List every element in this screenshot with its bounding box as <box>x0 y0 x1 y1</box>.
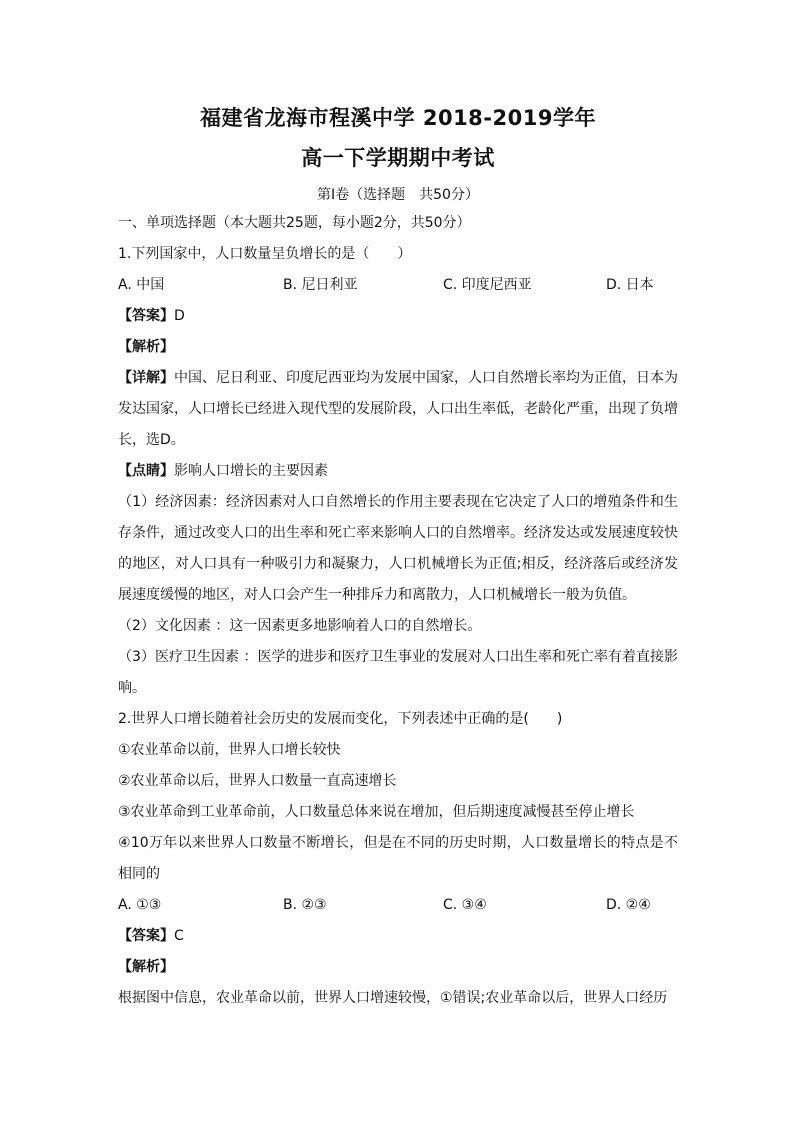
statement-4: ④10万年以来世界人口数量不断增长，但是在不同的历史时期，人口数量增长的特点是不相同的 <box>118 835 678 882</box>
answer-tag: 【答案】 <box>118 928 174 944</box>
answer-tag: 【答案】 <box>118 308 174 324</box>
question-1-note-heading <box>118 456 678 487</box>
option-b: B. 尼日利亚 <box>283 277 358 293</box>
analysis-tag: 【解析】 <box>118 339 174 355</box>
option-a: A. ①③ <box>118 897 162 913</box>
part-heading: 一、单项选择题（本大题共25题，每小题2分，共50分） <box>118 215 471 231</box>
answer-value: D <box>174 308 185 324</box>
question-2-options <box>118 890 678 921</box>
answer-value: C <box>174 928 184 944</box>
question-1-stem: 1.下列国家中，人口数量呈负增长的是（ ） <box>118 246 412 262</box>
question-2-stem: 2.世界人口增长随着社会历史的发展而变化，下列表述中正确的是( ) <box>118 711 563 727</box>
note-paragraph-3: （3）医疗卫生因素 ：医学的进步和医疗卫生事业的发展对人口出生率和死亡率有着直接影响。 <box>118 649 678 696</box>
page-subtitle: 高一下学期期中考试 <box>301 146 495 170</box>
option-c: C. ③④ <box>443 897 487 913</box>
statement-1: ①农业革命以前，世界人口增长较快 <box>118 742 341 758</box>
option-c: C. 印度尼西亚 <box>443 277 532 293</box>
analysis-tag: 【解析】 <box>118 959 174 975</box>
question-1-options <box>118 270 678 301</box>
question-1-answer <box>118 301 678 332</box>
note-paragraph-2: （2）文化因素 ：这一因素更多地影响着人口的自然增长。 <box>118 618 482 634</box>
note-paragraph-1: （1）经济因素：经济因素对人口自然增长的作用主要表现在它决定了人口的增殖条件和生存条件，通过改变人口的出生率和死亡率来影响人口的自然增率。经济发达或发展速度较快的地区，对人口具有一种吸引力和凝聚力，人口机械增长为正值;相反，经济落后或经济发展速度缓慢的地区，对人口会产生一种排斥力和离散力，人口机械增长一般为负值。 <box>118 494 678 603</box>
statement-3: ③农业革命到工业革命前，人口数量总体来说在增加，但后期速度减慢甚至停止增长 <box>118 804 635 820</box>
note-title: 影响人口增长的主要因素 <box>174 463 328 479</box>
detail-tag: 【详解】 <box>118 370 174 386</box>
option-d: D. 日本 <box>606 277 654 293</box>
detail-text: 中国、尼日利亚、印度尼西亚均为发展中国家，人口自然增长率均为正值，日本为发达国家，人口增长已经进入现代型的发展阶段，人口出生率低，老龄化严重，出现了负增长，选D。 <box>118 370 678 448</box>
question-1-analysis-tag <box>118 332 678 363</box>
question-2-answer <box>118 921 678 952</box>
section-header: 第Ⅰ卷（选择题 共50分） <box>317 187 479 203</box>
question-1-detail <box>118 363 678 456</box>
question-2-analysis: 根据图中信息，农业革命以前，世界人口增速较慢，①错误;农业革命以后，世界人口经历 <box>118 990 668 1006</box>
option-a: A. 中国 <box>118 277 165 293</box>
exam-page <box>118 98 678 1014</box>
question-2-analysis-tag <box>118 952 678 983</box>
page-title: 福建省龙海市程溪中学 2018-2019学年 <box>200 106 596 130</box>
option-d: D. ②④ <box>606 897 651 913</box>
note-tag: 【点睛】 <box>118 463 174 479</box>
statement-2: ②农业革命以后，世界人口数量一直高速增长 <box>118 773 397 789</box>
option-b: B. ②③ <box>283 897 327 913</box>
